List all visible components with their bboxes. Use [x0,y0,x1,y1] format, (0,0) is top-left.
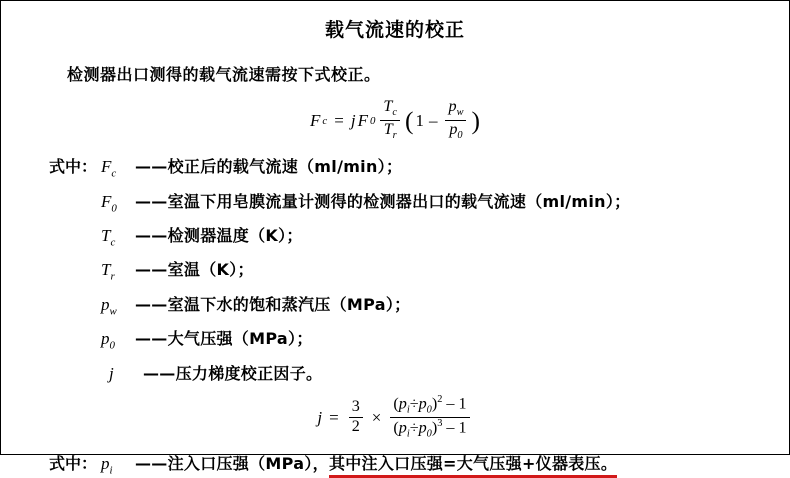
definition-item-fc [1,154,789,179]
definition-text-tc: 检测器温度（K）； [167,225,303,245]
definition-item-p0 [1,326,789,351]
formula-j-denominator: $(p_i\div p_0)^3 - 1$ [393,418,467,440]
definition-item-tc [1,223,789,248]
formula-fc-f: F [357,110,368,130]
formula-fc-open-paren: ( [404,105,414,135]
formula-fc-pw: p [448,98,457,115]
formula-fc-tc: T [383,98,393,115]
definition-dash-pi: —— [135,453,168,473]
definition-dash-j: —— [143,363,176,383]
definition-dash-p0: —— [135,329,168,349]
formula-j-coefficient [349,399,363,436]
definition-symbol-pw: $p_w$ [101,294,117,318]
page-title: 载气流速的校正 [324,19,465,41]
formula-fc-p0-sub: 0 [457,130,463,142]
formula-j-times: × [371,407,382,427]
definition-symbol-fc: $F_c$ [101,157,117,180]
definition-text-pi: 注入口压强（MPa）， [167,453,329,473]
formula-j-equals: = [329,407,339,427]
definition-dash-pw: —— [135,294,168,314]
definition-text-pw: 室温下水的饱和蒸汽压（MPa）； [167,294,411,314]
formula-fc-pw-sub: w [456,107,464,119]
formula-fc-close-paren: ) [471,105,480,135]
definition-item-j [1,361,789,386]
definition-dash-tc: —— [135,225,168,245]
where-label-2: 式中： [48,453,97,473]
formula-j-coeff-den: 2 [351,418,360,436]
definition-text-f0: 室温下用皂膜流量计测得的检测器出口的载气流速（ml/min）； [167,191,631,211]
formula-fc-minus: – [428,110,438,130]
highlighted-note: 其中注入口压强=大气压强+仪器表压。 [329,451,617,478]
formula-fc-tr: T [383,121,393,139]
formula-fc-tc-sub: c [392,107,397,119]
definition-item-tr [1,257,789,282]
formula-fc-temp-fraction [380,99,400,142]
definition-symbol-tr: $T_r$ [101,260,115,283]
formula-fc-one: 1 [415,110,424,130]
formula-fc-f-sub: 0 [369,114,376,127]
definition-dash-fc: —— [135,157,168,177]
formula-j-main-fraction [390,395,469,441]
formula-j [1,395,789,441]
formula-fc-tr-sub: r [392,130,397,142]
definition-symbol-pi: $p_i$ [101,453,113,477]
definition-dash-tr: —— [135,260,168,280]
definition-text-p0: 大气压强（MPa）； [167,329,313,349]
where-label-1: 式中： [48,157,97,177]
formula-fc-lhs: F [310,110,321,130]
formula-j-lhs: j [317,407,323,427]
formula-fc-lhs-sub: c [322,114,328,127]
formula-fc-j: j [350,110,356,130]
definition-text-j: 压力梯度校正因子。 [175,363,323,383]
definition-text-tr: 室温（K）； [167,260,254,280]
definition-item-f0 [1,189,789,214]
definition-symbol-tc: $T_c$ [101,225,116,249]
formula-j-coeff-num: 3 [349,399,363,418]
formula-fc-equals: = [334,110,344,130]
definition-symbol-f0: $F_0$ [101,191,117,214]
definition-symbol-p0: $p_0$ [101,329,115,352]
formula-fc-p0: p [449,121,458,139]
definition-dash-f0: —— [135,191,168,211]
definition-list [1,154,789,386]
definition-symbol-j: j [109,363,114,383]
formula-fc [1,99,789,142]
definition-item-pw [1,292,789,317]
definition-text-fc: 校正后的载气流速（ml/min）； [167,157,403,177]
intro-paragraph: 检测器出口测得的载气流速需按下式校正。 [67,65,381,84]
formula-fc-pressure-fraction [445,99,466,142]
formula-j-numerator: $(p_i\div p_0)^2 - 1$ [390,395,469,418]
